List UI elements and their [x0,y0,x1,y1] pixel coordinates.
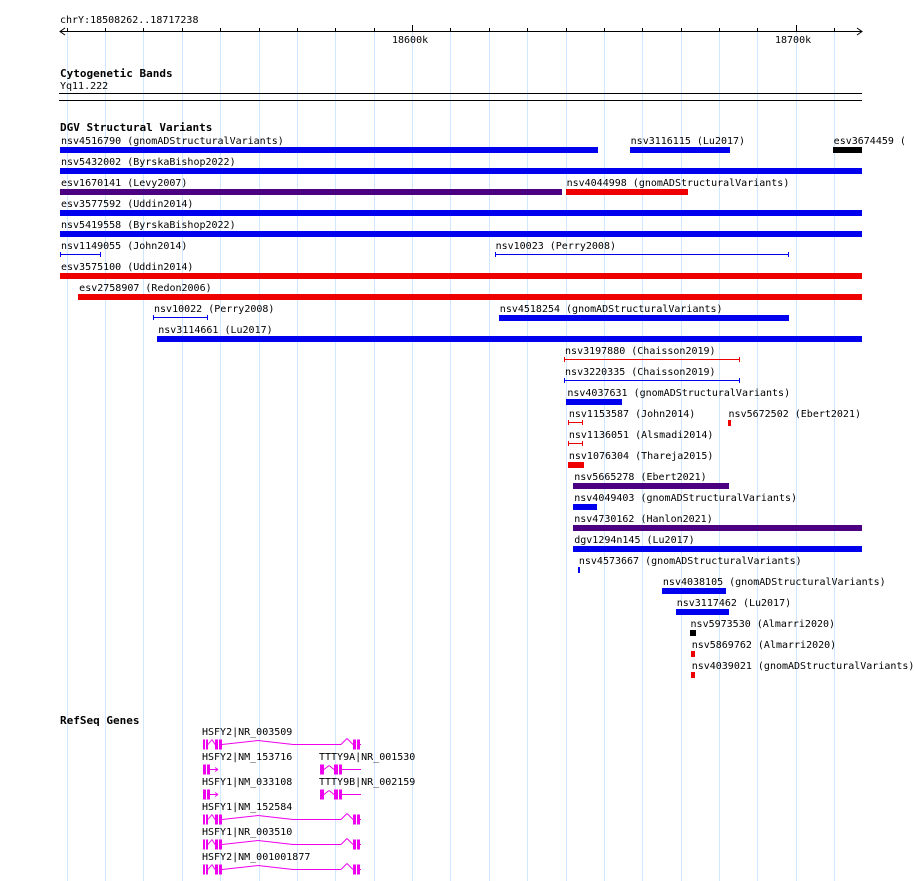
dgv-feature-label[interactable]: nsv4730162 (Hanlon2021) [574,514,713,525]
dgv-feature-bar[interactable] [60,210,862,216]
dgv-feature-label[interactable]: nsv3117462 (Lu2017) [676,598,792,609]
dgv-feature-bar[interactable] [60,273,862,279]
dgv-feature-endcap [207,315,208,320]
dgv-feature-endcap [568,420,569,425]
dgv-feature-label[interactable]: nsv10023 (Perry2008) [495,241,616,252]
dgv-feature-endcap [564,378,565,383]
dgv-feature-bar[interactable] [60,231,862,237]
refseq-gene-glyph[interactable] [203,864,361,876]
dgv-feature-bar[interactable] [691,651,696,657]
dgv-feature-label[interactable]: nsv4573667 (gnomADStructuralVariants) [578,556,802,567]
dgv-feature-label[interactable]: nsv5665278 (Ebert2021) [574,472,707,483]
dgv-feature-bar[interactable] [568,443,583,444]
dgv-feature-label[interactable]: nsv1136051 (Alsmadi2014) [568,430,714,441]
dgv-feature-bar[interactable] [153,317,207,318]
dgv-feature-bar[interactable] [573,483,729,489]
dgv-feature-bar[interactable] [630,147,730,153]
dgv-feature-label[interactable]: nsv5869762 (Almarri2020) [691,640,837,651]
refseq-gene-label[interactable]: TTTY9A|NR_001530 [319,752,416,763]
dgv-feature-bar[interactable] [566,399,622,405]
dgv-feature-label[interactable]: nsv3116115 (Lu2017) [630,136,746,147]
dgv-feature-endcap [564,357,565,362]
refseq-gene-glyph[interactable] [320,764,361,776]
dgv-feature-label[interactable]: nsv4039021 (gnomADStructuralVariants) [691,661,914,672]
dgv-feature-endcap [788,252,789,257]
dgv-feature-bar[interactable] [60,189,562,195]
dgv-feature-label[interactable]: nsv10022 (Perry2008) [154,304,275,315]
dgv-feature-label[interactable]: nsv3114661 (Lu2017) [158,325,273,336]
dgv-feature-label[interactable]: nsv4518254 (gnomADStructuralVariants) [499,304,723,315]
dgv-feature-bar[interactable] [157,336,862,342]
ruler-tick-label-2: 18700k [775,35,812,46]
dgv-feature-endcap [495,252,496,257]
dgv-feature-label[interactable]: nsv4516790 (gnomADStructuralVariants) [61,136,284,147]
dgv-feature-bar[interactable] [662,588,726,594]
dgv-feature-endcap [582,441,583,446]
dgv-feature-bar[interactable] [60,147,598,153]
dgv-feature-label[interactable]: nsv4049403 (gnomADStructuralVariants) [574,493,798,504]
dgv-feature-endcap [60,252,61,257]
dgv-feature-bar[interactable] [564,359,740,360]
dgv-feature-bar[interactable] [566,189,689,195]
refseq-gene-label[interactable]: HSFY1|NR_003510 [202,827,293,838]
dgv-feature-label[interactable]: nsv5419558 (ByrskaBishop2022) [61,220,236,231]
refseq-gene-glyph[interactable] [203,839,361,851]
dgv-feature-endcap [739,357,740,362]
refseq-gene-label[interactable]: HSFY2|NM_153716 [202,752,293,763]
dgv-feature-bar[interactable] [573,546,862,552]
dgv-feature-bar[interactable] [499,315,789,321]
dgv-feature-label[interactable]: nsv4044998 (gnomADStructuralVariants) [566,178,790,189]
dgv-feature-label[interactable]: nsv5672502 (Ebert2021) [728,409,861,420]
dgv-feature-endcap [739,378,740,383]
dgv-feature-label[interactable]: esv3575100 (Uddin2014) [61,262,194,273]
dgv-feature-bar[interactable] [691,672,696,678]
cytoband-label[interactable]: Yq11.222 [60,81,109,92]
dgv-feature-endcap [582,420,583,425]
refseq-gene-label[interactable]: TTTY9B|NR_002159 [319,777,416,788]
dgv-feature-label[interactable]: esv3577592 (Uddin2014) [61,199,194,210]
dgv-feature-label[interactable]: nsv4038105 (gnomADStructuralVariants) [662,577,886,588]
dgv-feature-bar[interactable] [573,504,597,510]
cytoband-track-title[interactable]: Cytogenetic Bands [60,67,173,80]
dgv-feature-bar[interactable] [60,254,101,255]
dgv-feature-label[interactable]: nsv4037631 (gnomADStructuralVariants) [567,388,791,399]
refseq-gene-glyph[interactable] [203,739,361,751]
dgv-feature-endcap [100,252,101,257]
dgv-feature-label[interactable]: nsv1149055 (John2014) [61,241,188,252]
dgv-feature-bar[interactable] [676,609,729,615]
dgv-feature-label[interactable]: nsv5432002 (ByrskaBishop2022) [61,157,236,168]
dgv-track-title[interactable]: DGV Structural Variants [60,121,213,134]
refseq-gene-label[interactable]: HSFY2|NR_003509 [202,727,293,738]
dgv-feature-bar[interactable] [578,567,580,573]
refseq-gene-glyph[interactable] [203,789,218,801]
dgv-feature-label[interactable]: nsv1076304 (Thareja2015) [568,451,714,462]
dgv-feature-label[interactable]: esv3674459 ( [833,136,906,147]
dgv-feature-bar[interactable] [564,380,740,381]
dgv-feature-label[interactable]: nsv3197880 (Chaisson2019) [565,346,716,357]
dgv-feature-bar[interactable] [568,422,583,423]
dgv-feature-bar[interactable] [568,462,584,468]
refseq-track-title[interactable]: RefSeq Genes [60,714,140,727]
refseq-gene-label[interactable]: HSFY1|NM_152584 [202,802,293,813]
refseq-gene-glyph[interactable] [203,814,361,826]
dgv-feature-bar[interactable] [573,525,862,531]
refseq-gene-glyph[interactable] [320,789,361,801]
refseq-gene-label[interactable]: HSFY2|NM_001001877 [202,852,311,863]
dgv-feature-label[interactable]: nsv3220335 (Chaisson2019) [565,367,716,378]
dgv-feature-label[interactable]: esv2758907 (Redon2006) [79,283,212,294]
dgv-feature-bar[interactable] [78,294,862,300]
dgv-feature-bar[interactable] [495,254,789,255]
dgv-feature-endcap [568,441,569,446]
dgv-feature-label[interactable]: dgv1294n145 (Lu2017) [574,535,695,546]
ruler-location: chrY:18508262..18717238 [60,15,199,26]
refseq-gene-label[interactable]: HSFY1|NM_033108 [202,777,293,788]
dgv-feature-bar[interactable] [833,147,862,153]
ruler-tick-label-1: 18600k [392,35,429,46]
dgv-feature-bar[interactable] [728,420,731,426]
dgv-feature-label[interactable]: nsv5973530 (Almarri2020) [690,619,836,630]
dgv-feature-label[interactable]: esv1670141 (Levy2007) [61,178,188,189]
refseq-gene-glyph[interactable] [203,764,218,776]
dgv-feature-endcap [153,315,154,320]
dgv-feature-bar[interactable] [60,168,862,174]
dgv-feature-bar[interactable] [690,630,697,636]
dgv-feature-label[interactable]: nsv1153587 (John2014) [568,409,696,420]
